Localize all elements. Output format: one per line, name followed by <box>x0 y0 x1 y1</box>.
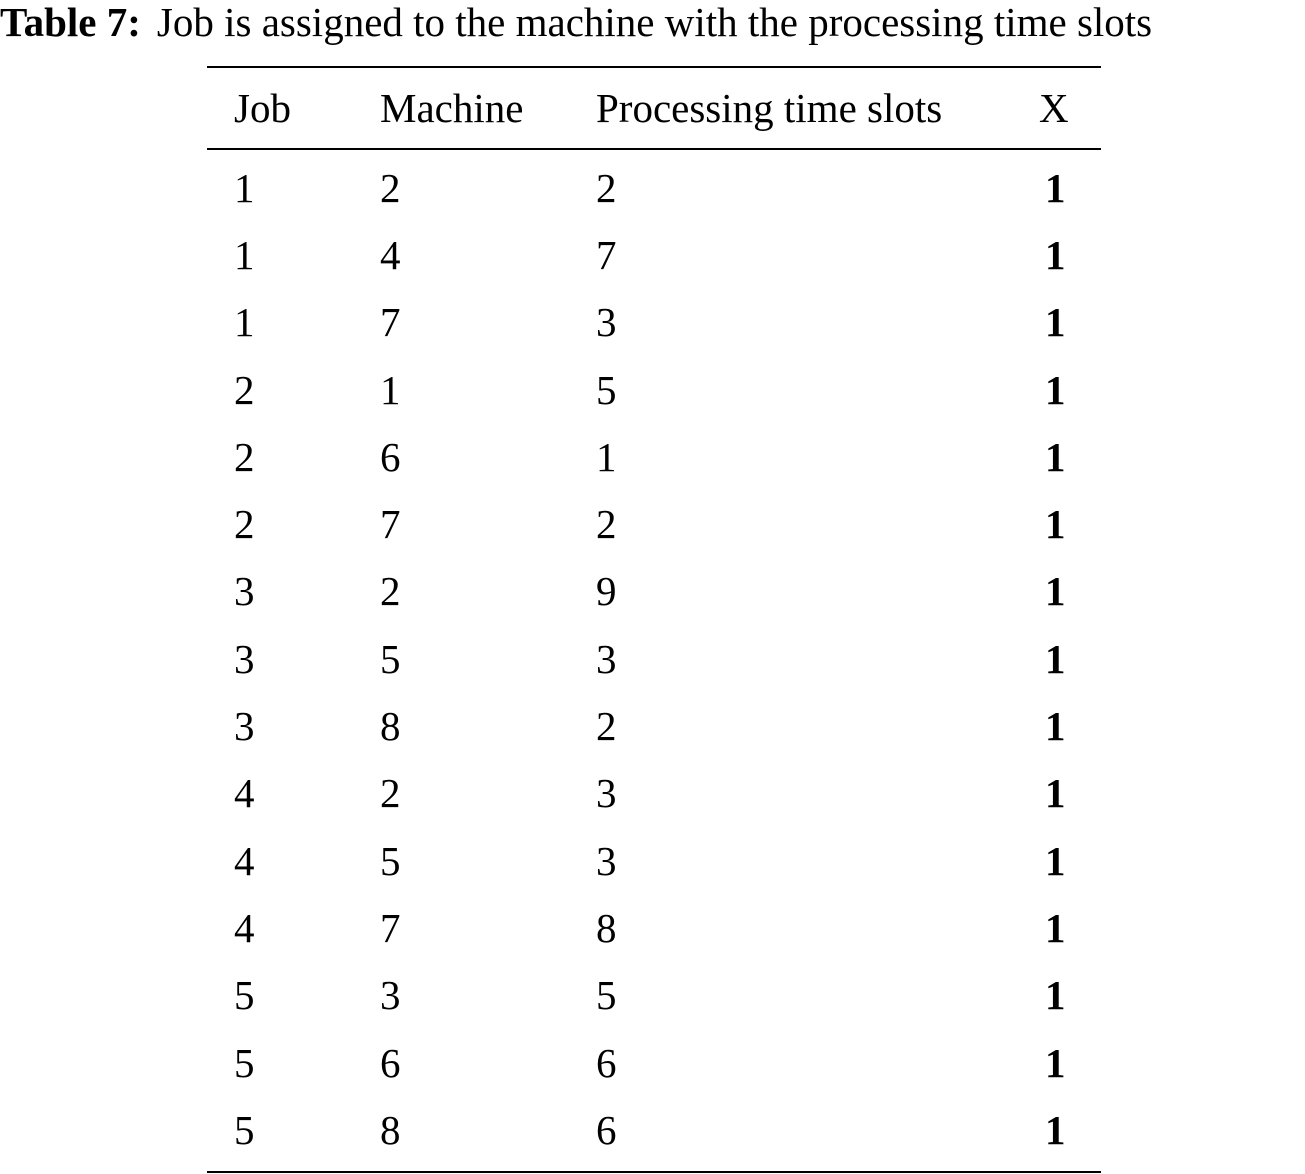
table-row <box>207 558 1101 625</box>
cell-x: 1 <box>1045 770 1066 817</box>
cell-x: 1 <box>1045 1106 1066 1153</box>
cell-x: 1 <box>1045 164 1066 211</box>
cell-x: 1 <box>1045 433 1066 480</box>
table-body <box>207 149 1101 1172</box>
cell-processing-time-slots: 9 <box>596 568 617 615</box>
cell-x: 1 <box>1045 299 1066 346</box>
caption-label: Table 7: <box>0 0 141 45</box>
table-row <box>207 894 1101 961</box>
cell-x: 1 <box>1045 231 1066 278</box>
cell-processing-time-slots: 2 <box>596 703 617 750</box>
cell-machine: 3 <box>380 972 401 1019</box>
cell-job: 2 <box>234 366 255 413</box>
cell-job: 5 <box>234 1106 255 1153</box>
cell-machine: 8 <box>380 1106 401 1153</box>
cell-machine: 4 <box>380 231 401 278</box>
cell-machine: 7 <box>380 501 401 548</box>
table-header <box>207 67 1101 149</box>
header-job: Job <box>234 85 291 131</box>
cell-job: 3 <box>234 568 255 615</box>
table-container <box>207 66 1101 1173</box>
cell-machine: 2 <box>380 568 401 615</box>
cell-processing-time-slots: 3 <box>596 635 617 682</box>
cell-x: 1 <box>1045 366 1066 413</box>
caption-text: Job is assigned to the machine with the processing time slots <box>156 0 1153 45</box>
cell-processing-time-slots: 1 <box>596 433 617 480</box>
header-processing-time-slots: Processing time slots <box>596 85 943 131</box>
header-row <box>207 67 1101 149</box>
cell-processing-time-slots: 3 <box>596 299 617 346</box>
cell-job: 1 <box>234 164 255 211</box>
cell-processing-time-slots: 7 <box>596 231 617 278</box>
cell-job: 4 <box>234 837 255 884</box>
table-row <box>207 1029 1101 1096</box>
cell-processing-time-slots: 2 <box>596 501 617 548</box>
cell-x: 1 <box>1045 837 1066 884</box>
cell-processing-time-slots: 3 <box>596 837 617 884</box>
cell-x: 1 <box>1045 568 1066 615</box>
cell-job: 1 <box>234 231 255 278</box>
cell-job: 5 <box>234 1039 255 1086</box>
table-row <box>207 289 1101 356</box>
table-row <box>207 1096 1101 1172</box>
cell-processing-time-slots: 5 <box>596 366 617 413</box>
cell-job: 4 <box>234 770 255 817</box>
cell-processing-time-slots: 2 <box>596 164 617 211</box>
table-row <box>207 423 1101 490</box>
cell-x: 1 <box>1045 703 1066 750</box>
table-row <box>207 221 1101 288</box>
table-row <box>207 625 1101 692</box>
cell-x: 1 <box>1045 635 1066 682</box>
cell-machine: 2 <box>380 770 401 817</box>
assignment-table <box>207 66 1101 1173</box>
cell-machine: 2 <box>380 164 401 211</box>
cell-x: 1 <box>1045 904 1066 951</box>
cell-machine: 5 <box>380 837 401 884</box>
cell-processing-time-slots: 6 <box>596 1106 617 1153</box>
cell-job: 1 <box>234 299 255 346</box>
table-row <box>207 692 1101 759</box>
cell-machine: 6 <box>380 1039 401 1086</box>
cell-job: 4 <box>234 904 255 951</box>
cell-machine: 7 <box>380 299 401 346</box>
header-machine: Machine <box>380 85 524 131</box>
table-row <box>207 827 1101 894</box>
table-row <box>207 356 1101 423</box>
table-row <box>207 490 1101 557</box>
cell-machine: 1 <box>380 366 401 413</box>
cell-processing-time-slots: 5 <box>596 972 617 1019</box>
table-row <box>207 149 1101 221</box>
table-row <box>207 962 1101 1029</box>
cell-machine: 8 <box>380 703 401 750</box>
cell-job: 3 <box>234 635 255 682</box>
table-caption <box>0 0 1305 46</box>
cell-x: 1 <box>1045 972 1066 1019</box>
cell-job: 2 <box>234 433 255 480</box>
cell-job: 3 <box>234 703 255 750</box>
cell-x: 1 <box>1045 501 1066 548</box>
cell-machine: 5 <box>380 635 401 682</box>
cell-job: 2 <box>234 501 255 548</box>
cell-processing-time-slots: 8 <box>596 904 617 951</box>
header-x: X <box>1039 85 1069 131</box>
cell-x: 1 <box>1045 1039 1066 1086</box>
table-row <box>207 760 1101 827</box>
cell-processing-time-slots: 3 <box>596 770 617 817</box>
cell-job: 5 <box>234 972 255 1019</box>
cell-machine: 7 <box>380 904 401 951</box>
cell-machine: 6 <box>380 433 401 480</box>
cell-processing-time-slots: 6 <box>596 1039 617 1086</box>
